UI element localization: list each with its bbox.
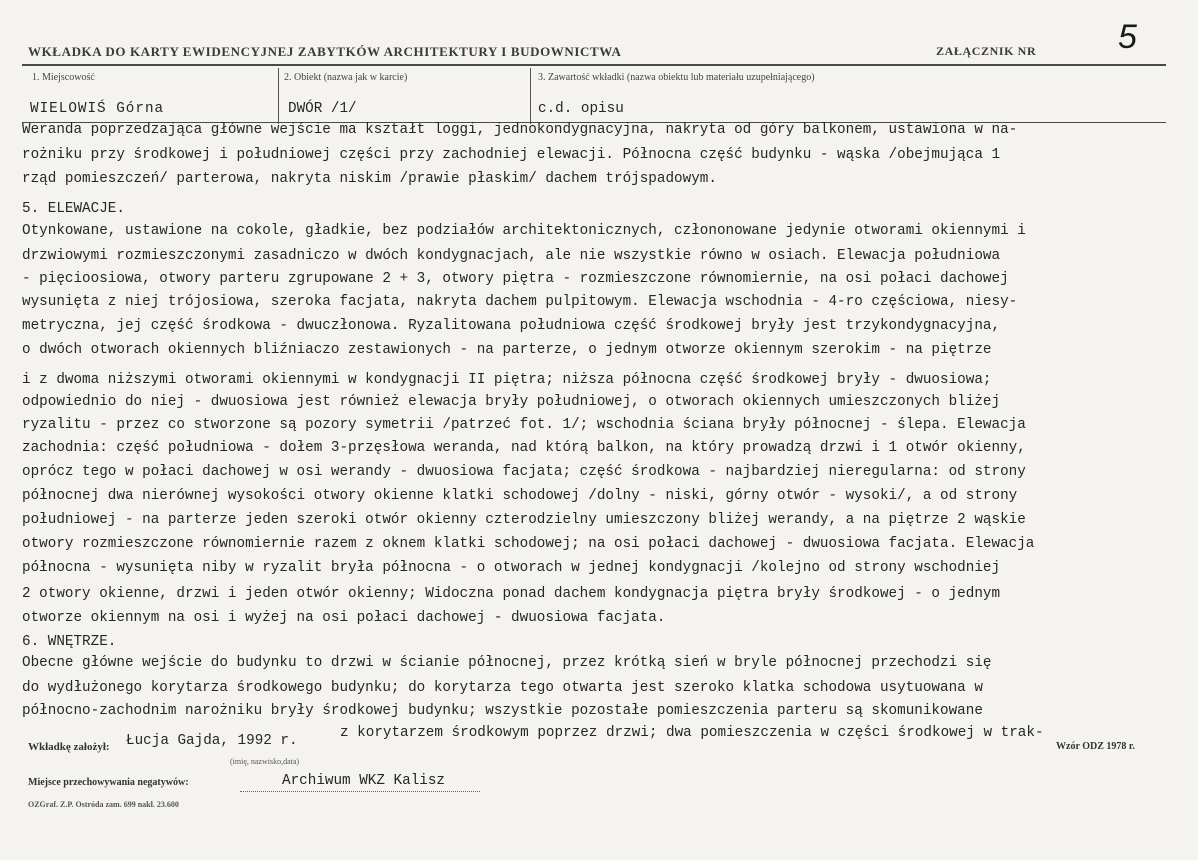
template-label: Wzór ODZ 1978 r. — [1056, 741, 1135, 752]
field-divider-2 — [530, 68, 531, 124]
form-title: WKŁADKA DO KARTY EWIDENCYJNEJ ZABYTKÓW ARCHITEKTURY I BUDOWNICTWA — [28, 44, 622, 59]
body-line: 2 otwory okienne, drzwi i jeden otwór okienny; Widoczna ponad dachem kondygnacja piętra bryły środkowej - o jednym — [22, 586, 1001, 602]
body-line: rożniku przy środkowej i południowej części przy zachodniej elewacji. Północna część budynku - wąska /obejmująca 1 — [22, 147, 1001, 163]
top-rule — [22, 64, 1166, 66]
author-label: Wkładkę założył: — [28, 741, 110, 753]
body-line: północna - wysunięta niby w ryzalit bryła północna - o otworach w jednej kondygnacji /kolejno od strony wschodniej — [22, 560, 1001, 576]
body-line: Weranda poprzedzająca główne wejście ma kształt loggi, jednokondygnacyjna, nakryta od góry balkonem, ustawiona w na- — [22, 122, 1018, 138]
body-line: z korytarzem środkowym poprzez drzwi; dwa pomieszczenia w części środkowej w trak- — [340, 725, 1044, 741]
body-line: ryzalitu - przez co stworzone są pozory symetrii /patrzeć fot. 1/; wschodnia ściana bryły północnej - ślepa. Elewacja — [22, 417, 1026, 433]
body-line: rząd pomieszczeń/ parterowa, nakryta niskim /prawie płaskim/ dachem trójspadowym. — [22, 171, 717, 187]
body-line: o dwóch otworach okiennych bliźniaczo zestawionych - na parterze, o jednym otworze okiennym szerokim - na piętrze — [22, 342, 992, 358]
annex-label: ZAŁĄCZNIK NR — [936, 44, 1037, 58]
section-heading-elevations: 5. ELEWACJE. — [22, 201, 125, 217]
content-value: c.d. opisu — [538, 101, 624, 117]
body-line: odpowiednio do niej - dwuosiowa jest również elewacja bryły południowej, o otworach okiennych umieszczonych bliżej — [22, 394, 1001, 410]
object-label: 2. Obiekt (nazwa jak w karcie) — [284, 72, 408, 83]
body-line: oprócz tego w połaci dachowej w osi werandy - dwuosiowa facjata; część środkowa - najbardziej nieregularna: od strony — [22, 464, 1026, 480]
body-line: otworze okiennym na osi i wyżej na osi połaci dachowej - dwuosiowa facjata. — [22, 610, 666, 626]
body-line: wysunięta z niej trójosiowa, szeroka facjata, nakryta dachem pulpitowym. Elewacja wschodnia - 4-ro częściowa, niesy- — [22, 294, 1018, 310]
body-line: metryczna, jej część środkowa - dwuczłonowa. Ryzalitowana południowa część środkowej bryły jest trzykondygnacyjna, — [22, 318, 1001, 334]
annex-number-handwritten: 5 — [1118, 18, 1137, 56]
field-divider-1 — [278, 68, 279, 124]
place-value: WIELOWIŚ Górna — [30, 101, 165, 117]
author-value: Łucja Gajda, 1992 r. — [126, 733, 298, 749]
body-line: północnej dwa nierównej wysokości otwory okienne klatki schodowej /dolny - niski, górny otwór - wysoki/, a od strony — [22, 488, 1018, 504]
body-line: Obecne główne wejście do budynku to drzwi w ścianie północnej, przez krótką sień w bryle północnej przechodzi się — [22, 655, 992, 671]
body-line: i z dwoma niższymi otworami okiennymi w kondygnacji II piętra; niższa północna część środkowej bryły - dwuosiowa; — [22, 372, 992, 388]
negatives-label: Miejsce przechowywania negatywów: — [28, 777, 189, 788]
print-info: OZGraf. Z.P. Ostróda zam. 699 nakł. 23.600 — [28, 800, 179, 809]
body-line: otwory rozmieszczone równomiernie razem z oknem klatki schodowej; na osi połaci dachowej - dwuosiowa facjata. Elewacja — [22, 536, 1035, 552]
body-line: zachodnia: część południowa - dołem 3-przęsłowa weranda, nad którą balkon, na który prowadzą drzwi i 1 otwór okienny, — [22, 440, 1026, 456]
body-line: do wydłużonego korytarza środkowego budynku; do korytarza tego otwarta jest szeroko klatka schodowa usytuowana w — [22, 680, 983, 696]
content-label: 3. Zawartość wkładki (nazwa obiektu lub materiału uzupełniającego) — [538, 72, 815, 83]
author-hint: (imię, nazwisko,data) — [230, 757, 300, 766]
body-line: Otynkowane, ustawione na cokole, gładkie, bez podziałów architektonicznych, człononowane jedynie otworami okiennymi i — [22, 223, 1026, 239]
negatives-dotted-line — [240, 791, 480, 792]
body-line: południowej - na parterze jeden szeroki otwór okienny czterodzielny umieszczony bliżej werandy, a na piętrze 2 wąskie — [22, 512, 1026, 528]
object-value: DWÓR /1/ — [288, 101, 357, 117]
body-line: północno-zachodnim narożniku bryły środkowej budynku; wszystkie pozostałe pomieszczenia parteru są skomunikowane — [22, 703, 983, 719]
negatives-value: Archiwum WKZ Kalisz — [282, 773, 446, 789]
section-heading-interior: 6. WNĘTRZE. — [22, 634, 117, 650]
place-label: 1. Miejscowość — [32, 72, 95, 83]
body-line: drzwiowymi rozmieszczonymi zasadniczo w dwóch kondygnacjach, ale nie wszystkie równo w osiach. Elewacja południowa — [22, 248, 1001, 264]
body-line: - pięcioosiowa, otwory parteru zgrupowane 2 + 3, otwory piętra - rozmieszczone równomiernie, na osi połaci dachowej — [22, 271, 1009, 287]
